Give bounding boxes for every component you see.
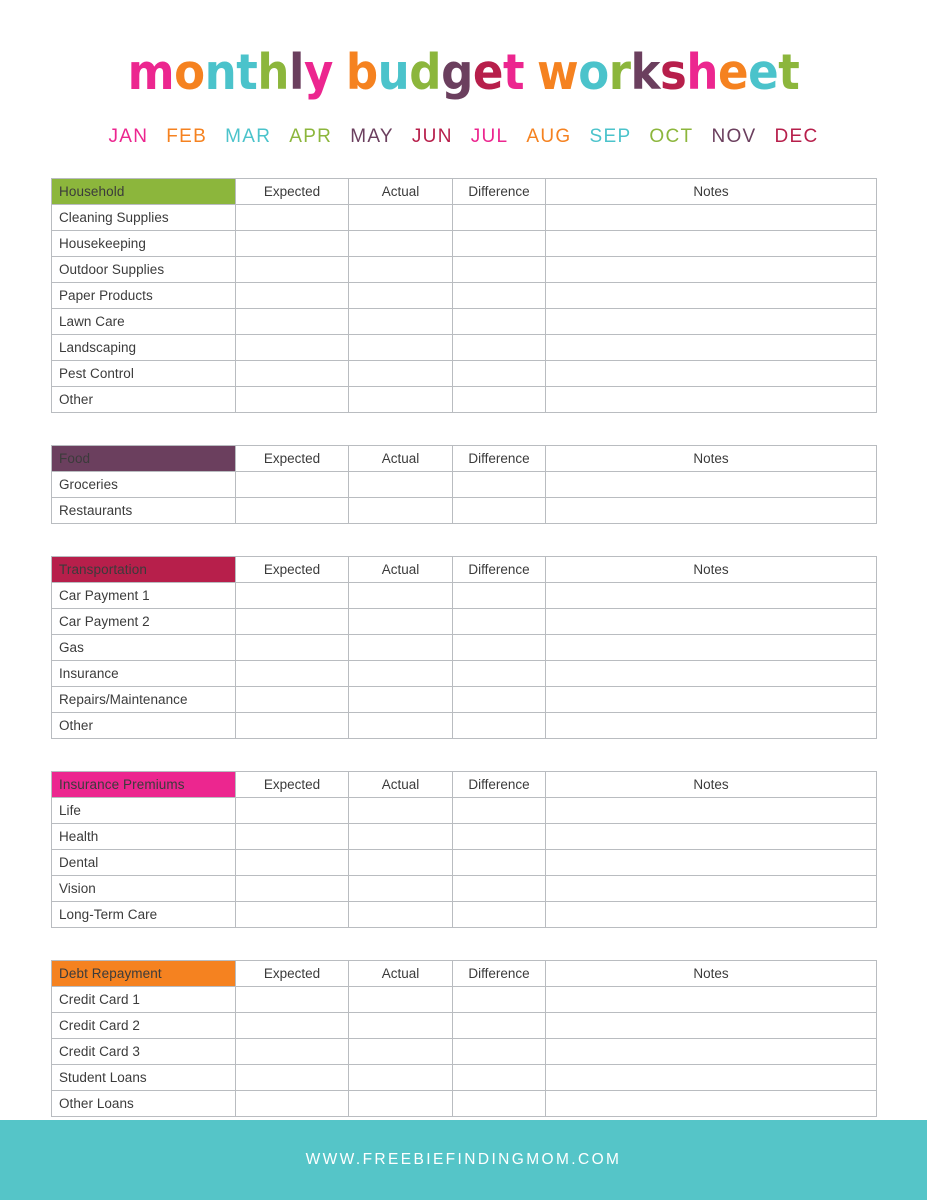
title-letter: t	[503, 44, 525, 101]
month-nov[interactable]: NOV	[711, 126, 757, 147]
title-letter: h	[686, 44, 719, 101]
cell-actual[interactable]	[349, 283, 453, 309]
cell-expected[interactable]	[236, 713, 349, 739]
column-header-notes: Notes	[546, 446, 877, 472]
cell-actual[interactable]	[349, 498, 453, 524]
cell-notes[interactable]	[546, 283, 877, 309]
title-letter: o	[578, 44, 609, 101]
month-dec[interactable]: DEC	[774, 126, 819, 147]
cell-actual[interactable]	[349, 609, 453, 635]
cell-difference[interactable]	[453, 335, 546, 361]
cell-actual[interactable]	[349, 583, 453, 609]
line-item-label: Other	[52, 387, 236, 413]
column-header-expected: Expected	[236, 961, 349, 987]
cell-difference[interactable]	[453, 205, 546, 231]
column-header-difference: Difference	[453, 179, 546, 205]
month-selector	[0, 126, 927, 148]
table-row	[52, 850, 877, 876]
title-letter: t	[778, 44, 800, 101]
cell-expected[interactable]	[236, 635, 349, 661]
table-row	[52, 661, 877, 687]
cell-expected[interactable]	[236, 205, 349, 231]
cell-difference[interactable]	[453, 661, 546, 687]
cell-difference[interactable]	[453, 387, 546, 413]
cell-actual[interactable]	[349, 1065, 453, 1091]
cell-difference[interactable]	[453, 1013, 546, 1039]
cell-difference[interactable]	[453, 635, 546, 661]
cell-actual[interactable]	[349, 1013, 453, 1039]
cell-actual[interactable]	[349, 231, 453, 257]
cell-actual[interactable]	[349, 387, 453, 413]
cell-notes[interactable]	[546, 713, 877, 739]
cell-difference[interactable]	[453, 850, 546, 876]
line-item-label: Cleaning Supplies	[52, 205, 236, 231]
cell-actual[interactable]	[349, 205, 453, 231]
cell-notes[interactable]	[546, 798, 877, 824]
cell-notes[interactable]	[546, 987, 877, 1013]
cell-actual[interactable]	[349, 687, 453, 713]
cell-expected[interactable]	[236, 335, 349, 361]
month-may[interactable]: MAY	[350, 126, 394, 147]
section-title: Debt Repayment	[52, 961, 236, 987]
cell-notes[interactable]	[546, 1039, 877, 1065]
section-header-row	[52, 557, 877, 583]
section-table	[51, 960, 877, 1117]
cell-actual[interactable]	[349, 472, 453, 498]
section-header-row	[52, 772, 877, 798]
title-letter: e	[472, 44, 504, 101]
cell-notes[interactable]	[546, 361, 877, 387]
table-row	[52, 987, 877, 1013]
section-title: Food	[52, 446, 236, 472]
title-letter: u	[377, 44, 410, 101]
line-item-label: Restaurants	[52, 498, 236, 524]
line-item-label: Groceries	[52, 472, 236, 498]
cell-difference[interactable]	[453, 824, 546, 850]
cell-difference[interactable]	[453, 498, 546, 524]
section-table	[51, 771, 877, 928]
cell-expected[interactable]	[236, 257, 349, 283]
cell-difference[interactable]	[453, 902, 546, 928]
cell-difference[interactable]	[453, 987, 546, 1013]
cell-difference[interactable]	[453, 609, 546, 635]
line-item-label: Other Loans	[52, 1091, 236, 1117]
section-title: Household	[52, 179, 236, 205]
cell-notes[interactable]	[546, 661, 877, 687]
cell-notes[interactable]	[546, 1065, 877, 1091]
line-item-label: Housekeeping	[52, 231, 236, 257]
cell-expected[interactable]	[236, 1039, 349, 1065]
table-row	[52, 1091, 877, 1117]
title-letter: e	[718, 44, 749, 101]
line-item-label: Life	[52, 798, 236, 824]
cell-difference[interactable]	[453, 1039, 546, 1065]
line-item-label: Outdoor Supplies	[52, 257, 236, 283]
cell-actual[interactable]	[349, 824, 453, 850]
cell-expected[interactable]	[236, 498, 349, 524]
title-letter: s	[660, 44, 687, 101]
table-row	[52, 687, 877, 713]
table-row	[52, 335, 877, 361]
line-item-label: Gas	[52, 635, 236, 661]
line-item-label: Lawn Care	[52, 309, 236, 335]
cell-notes[interactable]	[546, 583, 877, 609]
line-item-label: Repairs/Maintenance	[52, 687, 236, 713]
cell-actual[interactable]	[349, 661, 453, 687]
cell-notes[interactable]	[546, 257, 877, 283]
table-row	[52, 713, 877, 739]
table-row	[52, 824, 877, 850]
table-row	[52, 205, 877, 231]
cell-difference[interactable]	[453, 472, 546, 498]
section-title: Insurance Premiums	[52, 772, 236, 798]
line-item-label: Pest Control	[52, 361, 236, 387]
line-item-label: Car Payment 2	[52, 609, 236, 635]
cell-notes[interactable]	[546, 635, 877, 661]
title-letter: r	[608, 44, 631, 101]
title-letter: t	[236, 44, 258, 101]
cell-notes[interactable]	[546, 335, 877, 361]
title-letter: w	[537, 44, 579, 101]
title-letter: h	[257, 44, 290, 101]
line-item-label: Insurance	[52, 661, 236, 687]
cell-expected[interactable]	[236, 1065, 349, 1091]
table-row	[52, 583, 877, 609]
section-header-row	[52, 446, 877, 472]
table-row	[52, 798, 877, 824]
cell-notes[interactable]	[546, 309, 877, 335]
cell-difference[interactable]	[453, 231, 546, 257]
month-jan[interactable]: JAN	[108, 126, 149, 147]
line-item-label: Car Payment 1	[52, 583, 236, 609]
cell-notes[interactable]	[546, 876, 877, 902]
column-header-notes: Notes	[546, 961, 877, 987]
cell-expected[interactable]	[236, 824, 349, 850]
section-table	[51, 445, 877, 524]
table-row	[52, 231, 877, 257]
column-header-actual: Actual	[349, 772, 453, 798]
cell-expected[interactable]	[236, 231, 349, 257]
cell-notes[interactable]	[546, 850, 877, 876]
cell-actual[interactable]	[349, 335, 453, 361]
section-table	[51, 556, 877, 739]
cell-difference[interactable]	[453, 1091, 546, 1117]
cell-actual[interactable]	[349, 987, 453, 1013]
footer-band	[0, 1120, 927, 1200]
line-item-label: Credit Card 1	[52, 987, 236, 1013]
cell-difference[interactable]	[453, 257, 546, 283]
cell-difference[interactable]	[453, 283, 546, 309]
line-item-label: Credit Card 3	[52, 1039, 236, 1065]
line-item-label: Vision	[52, 876, 236, 902]
line-item-label: Health	[52, 824, 236, 850]
line-item-label: Other	[52, 713, 236, 739]
table-row	[52, 472, 877, 498]
column-header-notes: Notes	[546, 179, 877, 205]
title-letter: g	[441, 44, 473, 101]
section-table	[51, 178, 877, 413]
cell-notes[interactable]	[546, 609, 877, 635]
title-letter: m	[127, 44, 175, 101]
cell-expected[interactable]	[236, 987, 349, 1013]
cell-actual[interactable]	[349, 850, 453, 876]
section-header-row	[52, 179, 877, 205]
cell-actual[interactable]	[349, 876, 453, 902]
cell-expected[interactable]	[236, 661, 349, 687]
month-apr[interactable]: APR	[289, 126, 333, 147]
line-item-label: Long-Term Care	[52, 902, 236, 928]
cell-notes[interactable]	[546, 498, 877, 524]
month-aug[interactable]: AUG	[526, 126, 572, 147]
month-mar[interactable]: MAR	[225, 126, 272, 147]
cell-difference[interactable]	[453, 583, 546, 609]
table-row	[52, 1065, 877, 1091]
cell-difference[interactable]	[453, 687, 546, 713]
column-header-expected: Expected	[236, 179, 349, 205]
cell-notes[interactable]	[546, 231, 877, 257]
cell-difference[interactable]	[453, 1065, 546, 1091]
table-row	[52, 283, 877, 309]
cell-actual[interactable]	[349, 257, 453, 283]
cell-expected[interactable]	[236, 361, 349, 387]
column-header-difference: Difference	[453, 557, 546, 583]
column-header-expected: Expected	[236, 772, 349, 798]
column-header-expected: Expected	[236, 557, 349, 583]
cell-difference[interactable]	[453, 713, 546, 739]
line-item-label: Student Loans	[52, 1065, 236, 1091]
cell-expected[interactable]	[236, 1013, 349, 1039]
month-jun[interactable]: JUN	[411, 126, 453, 147]
column-header-actual: Actual	[349, 446, 453, 472]
column-header-notes: Notes	[546, 772, 877, 798]
title-letter: k	[630, 44, 661, 101]
table-row	[52, 1039, 877, 1065]
month-sep[interactable]: SEP	[589, 126, 632, 147]
cell-expected[interactable]	[236, 798, 349, 824]
month-oct[interactable]: OCT	[649, 126, 694, 147]
month-jul[interactable]: JUL	[470, 126, 509, 147]
table-row	[52, 635, 877, 661]
cell-expected[interactable]	[236, 687, 349, 713]
table-row	[52, 361, 877, 387]
line-item-label: Paper Products	[52, 283, 236, 309]
title-letter: b	[345, 44, 378, 101]
table-row	[52, 498, 877, 524]
page-title	[37, 44, 890, 102]
section-title: Transportation	[52, 557, 236, 583]
table-row	[52, 902, 877, 928]
section-header-row	[52, 961, 877, 987]
cell-expected[interactable]	[236, 850, 349, 876]
column-header-difference: Difference	[453, 446, 546, 472]
line-item-label: Credit Card 2	[52, 1013, 236, 1039]
cell-notes[interactable]	[546, 824, 877, 850]
cell-expected[interactable]	[236, 472, 349, 498]
cell-actual[interactable]	[349, 309, 453, 335]
budget-sections	[51, 178, 876, 1117]
cell-notes[interactable]	[546, 1091, 877, 1117]
title-letter: n	[204, 44, 237, 101]
cell-expected[interactable]	[236, 387, 349, 413]
cell-difference[interactable]	[453, 798, 546, 824]
column-header-actual: Actual	[349, 557, 453, 583]
title-letter: e	[748, 44, 779, 101]
cell-notes[interactable]	[546, 1013, 877, 1039]
cell-expected[interactable]	[236, 876, 349, 902]
cell-notes[interactable]	[546, 902, 877, 928]
cell-expected[interactable]	[236, 1091, 349, 1117]
cell-expected[interactable]	[236, 902, 349, 928]
table-row	[52, 876, 877, 902]
column-header-actual: Actual	[349, 179, 453, 205]
column-header-difference: Difference	[453, 772, 546, 798]
table-row	[52, 1013, 877, 1039]
title-letter: d	[409, 44, 442, 101]
cell-notes[interactable]	[546, 205, 877, 231]
table-row	[52, 257, 877, 283]
cell-expected[interactable]	[236, 583, 349, 609]
cell-expected[interactable]	[236, 609, 349, 635]
cell-actual[interactable]	[349, 1039, 453, 1065]
table-row	[52, 609, 877, 635]
line-item-label: Dental	[52, 850, 236, 876]
cell-expected[interactable]	[236, 283, 349, 309]
title-letter: o	[174, 44, 205, 101]
title-letter: l	[289, 44, 305, 101]
cell-actual[interactable]	[349, 635, 453, 661]
column-header-expected: Expected	[236, 446, 349, 472]
cell-difference[interactable]	[453, 876, 546, 902]
column-header-actual: Actual	[349, 961, 453, 987]
title-letter: y	[304, 44, 333, 101]
cell-expected[interactable]	[236, 309, 349, 335]
cell-difference[interactable]	[453, 361, 546, 387]
cell-difference[interactable]	[453, 309, 546, 335]
cell-notes[interactable]	[546, 687, 877, 713]
line-item-label: Landscaping	[52, 335, 236, 361]
cell-actual[interactable]	[349, 1091, 453, 1117]
cell-actual[interactable]	[349, 902, 453, 928]
column-header-difference: Difference	[453, 961, 546, 987]
table-row	[52, 309, 877, 335]
month-feb[interactable]: FEB	[166, 126, 208, 147]
cell-actual[interactable]	[349, 361, 453, 387]
cell-actual[interactable]	[349, 713, 453, 739]
table-row	[52, 387, 877, 413]
cell-actual[interactable]	[349, 798, 453, 824]
site-url: WWW.FREEBIEFINDINGMOM.COM	[305, 1151, 622, 1168]
cell-notes[interactable]	[546, 472, 877, 498]
column-header-notes: Notes	[546, 557, 877, 583]
cell-notes[interactable]	[546, 387, 877, 413]
